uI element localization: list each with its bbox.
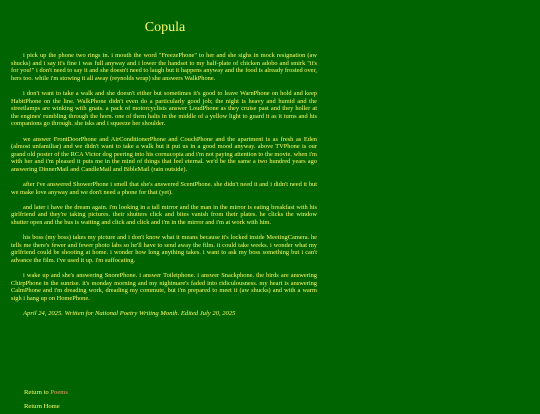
stanza: and later i have the dream again. i'm looking in a tall mirror and the man in the mirror is eating breakfast with his girlfriend and they're taking pictures. their shutters click and bites vanish from their plates. he clicks the window shutter open and the bus is waiting and click and click and i'm in the mirror and i'm at work with him. — [11, 203, 317, 227]
stanza: i wake up and she's answering SnorePhone. i answer Toiletphone. i answer Snackphone. the birds are answering ChirpPhone in the sunrise. it's monday morning and my nightmare's faded into ridiculousness. my heart is answering CalmPhone and i'm dreading work, dreading my commute, but i'm prepared to meet it (aw shucks) and with a warm sigh i hang up on HomePhone. — [11, 272, 317, 302]
stanza: we answer FrontDoorPhone and AirConditionerPhone and CouchPhone and the apartment is as fresh as Eden (almost unfamiliar) and we didn't want to take a walk but it put us in a good mood anyway. above TVPhone is our grand old poster of the RCA Victor dog peering into his cornucopia and i'm not paying attention to the movie. when i'm with her and i'm pleased it puts me in the mind of things that feel eternal. we'd be the same a two hundred years ago answering DinnerMail and CandleMail and BibleMail (rain outside). — [11, 135, 317, 173]
page-title: Copula — [144, 20, 186, 35]
stanza: his boss (my boss) takes my picture and i don't know what it means because it's locked inside MeetingCamera. he tells me there's fewer and fewer photo labs so he'll have to send away the film. it could take weeks. i wonder what my girlfriend could be shooting at home. i wonder how long anything takes. i want to ask my boss something but i can't advance the film. i've used it up. i'm suffocating. — [11, 234, 317, 265]
stanza: i pick up the phone two rings in. i mouth the word "FreezePhone" to her and she sighs in mock resignation (aw shucks) and i say it's fine i was full anyway and i lower the handset to my half-plate of chicken adobo and smirk "it's for you!" i don't need to say it and she doesn't need to laugh but it happens anyway and the food is already frosted over, hers too. while i'm stowing it all away (reynolds wrap) she answers WalkPhone. — [11, 52, 317, 82]
poems-link[interactable]: Poems — [50, 389, 68, 396]
footer-nav — [24, 386, 68, 414]
stanza: after i've answered ShowerPhone i smell that she's answered ScentPhone. she didn't need it and i didn't need it but we make love anyway and we don't need a phone for that (yet). — [11, 181, 317, 196]
return-poems-line — [24, 386, 68, 400]
return-home-line[interactable]: Return Home — [24, 403, 60, 410]
return-prefix: Return to — [24, 389, 49, 396]
poem-body — [11, 52, 317, 325]
stanza: i don't want to take a walk and she doesn't either but sometimes it's good to leave WarnPhone on hold and keep HabitPhone on the line. WalkPhone didn't even do a particularly good job; the night is heavy and humid and the streetlamps are winking with gnats. a pack of motorcyclists answer LoudPhone as they cruise past and they holler at the engines' rumbling through the horn. one of them halts in the middle of a yellow light to guard it as it turns and his companions go through. she tsks and i squeeze her shoulder. — [11, 89, 317, 128]
poem-dateline: April 24, 2025. Written for National Poetry Writing Month. Edited July 20, 2025 — [23, 310, 236, 318]
